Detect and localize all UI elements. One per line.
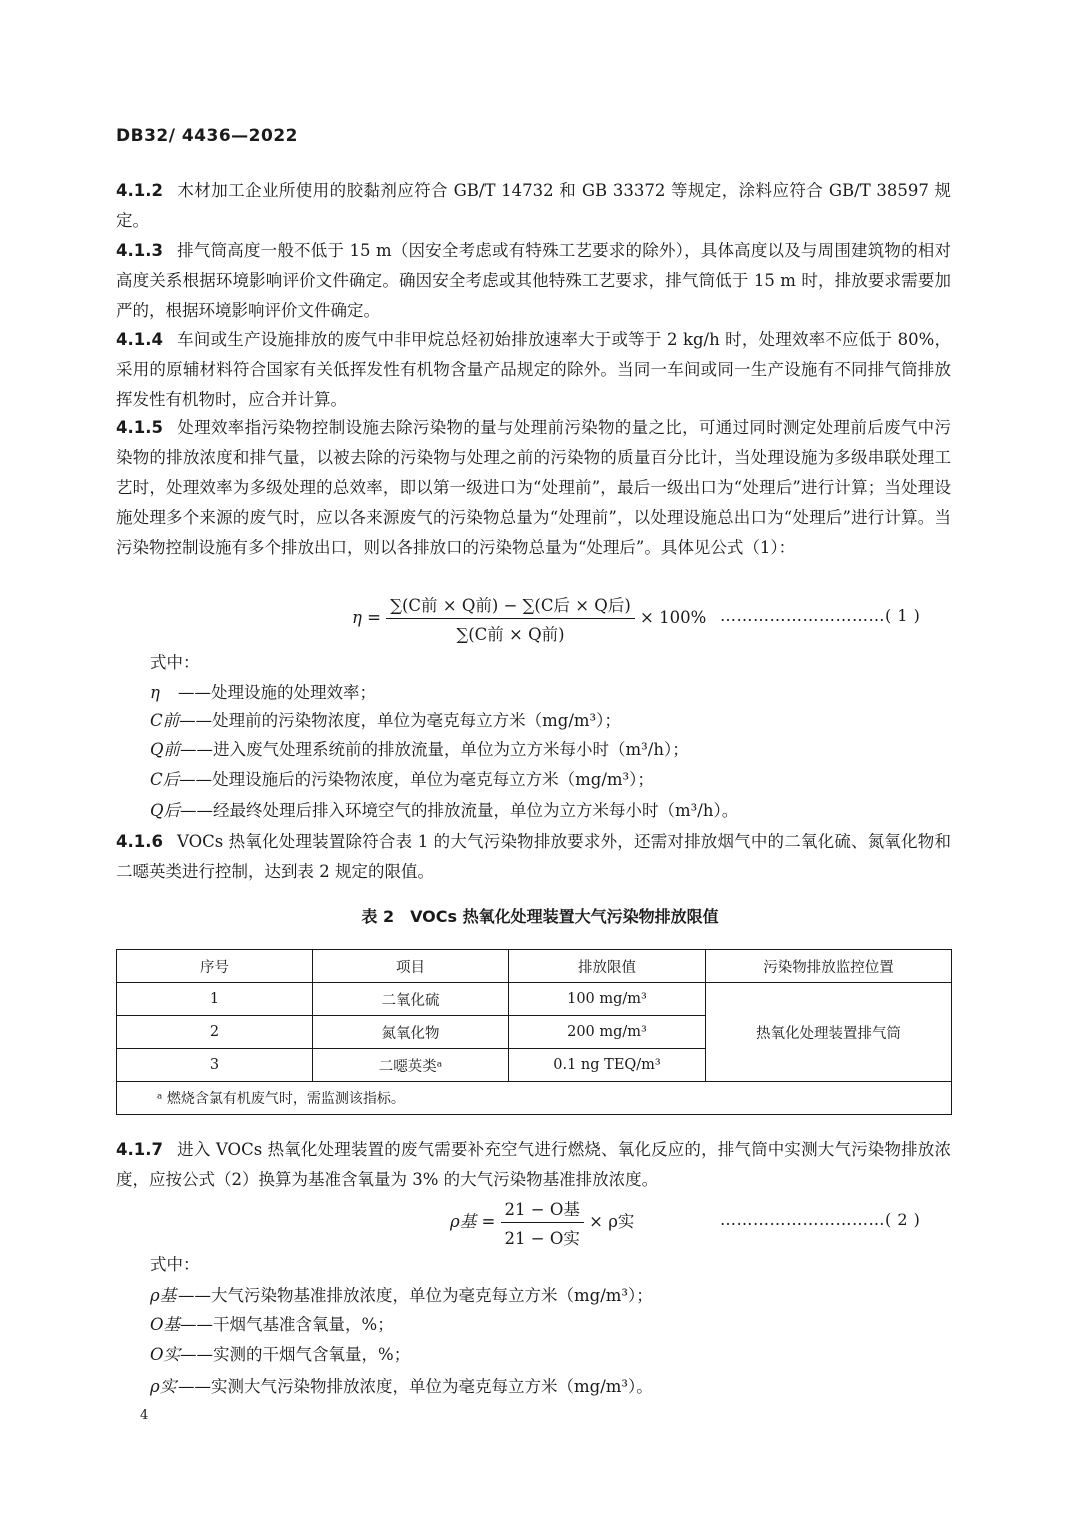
where-title-2: 式中： [150, 1255, 200, 1274]
column-header: 项目 [313, 950, 509, 983]
pollutant-item: 二噁英类ᵃ [313, 1049, 509, 1082]
clause-text: 进入 VOCs 热氧化处理装置的废气需要补充空气进行燃烧、氧化反应的，排气筒中实测大气污染物排放浓度，应按公式（2）换算为基准含氧量为 3% 的大气污染物基准排放浓度。 [116, 1140, 951, 1189]
clause-text: 处理效率指污染物控制设施去除污染物的量与处理前污染物的量之比，可通过同时测定处理前后废气中污染物的排放浓度和排气量，以被去除的污染物与处理之前的污染物的质量百分比计，当处理设施为多级串联处理工艺时，处理效率为多级处理的总效率，即以第一级进口为“处理前”，最后一级出口为“处理后”进行计算；当处理设施处理多个来源的废气时，应以各来源废气的污染物总量为“处理前”，以处理设施总出口为“处理后”进行计算。当污染物控制设施有多个排放出口，则以各排放口的污染物总量为“处理后”。具体见公式（1）： [116, 418, 951, 557]
formula-tail: × ρ实 [589, 1212, 635, 1231]
table-header-row [117, 950, 952, 983]
variable-definition: ρ基 ——大气污染物基准排放浓度，单位为毫克每立方米（mg/m³）； [150, 1286, 653, 1305]
variable-definition: O基——干烟气基准含氧量，%； [150, 1315, 394, 1334]
standard-number: DB32/ 4436—2022 [116, 126, 298, 146]
variable-definition: C后——处理设施后的污染物浓度，单位为毫克每立方米（mg/m³）； [150, 770, 654, 789]
clause-4-1-5 [116, 413, 951, 563]
row-number: 2 [117, 1016, 313, 1049]
formula-number: ( 2 ) [885, 1210, 921, 1229]
row-number: 1 [117, 983, 313, 1016]
clause-number: 4.1.2 [116, 181, 163, 200]
table-footnote-row [117, 1082, 952, 1115]
emission-limit: 200 mg/m³ [509, 1016, 706, 1049]
monitoring-location: 热氧化处理装置排气筒 [706, 983, 952, 1082]
formula-1-leader [720, 606, 920, 625]
formula-denominator: 21 − O实 [504, 1229, 580, 1248]
variable-definition: O实——实测的干烟气含氧量，%； [150, 1345, 411, 1364]
table-title: 表 2 VOCs 热氧化处理装置大气污染物排放限值 [361, 907, 719, 926]
formula-fraction [386, 592, 635, 645]
formula-2 [450, 1196, 634, 1249]
clause-number: 4.1.6 [116, 832, 163, 851]
clause-number: 4.1.3 [116, 241, 163, 260]
pollutant-item: 氮氧化物 [313, 1016, 509, 1049]
variable-definition: Q前——进入废气处理系统前的排放流量，单位为立方米每小时（m³/h）； [150, 740, 689, 759]
emission-limit: 100 mg/m³ [509, 983, 706, 1016]
pollutant-item: 二氧化硫 [313, 983, 509, 1016]
formula-lhs: ρ基 = [450, 1212, 496, 1231]
variable-definition: ρ实 ——实测大气污染物排放浓度，单位为毫克每立方米（mg/m³）。 [150, 1377, 653, 1396]
clause-4-1-7 [116, 1135, 951, 1195]
emission-limit: 0.1 ng TEQ/m³ [509, 1049, 706, 1082]
clause-text: VOCs 热氧化处理装置除符合表 1 的大气污染物排放要求外，还需对排放烟气中的二氧化硫、氮氧化物和二噁英类进行控制，达到表 2 规定的限值。 [116, 832, 951, 881]
clause-text: 排气筒高度一般不低于 15 m（因安全考虑或有特殊工艺要求的除外），具体高度以及与周围建筑物的相对高度关系根据环境影响评价文件确定。确因安全考虑或其他特殊工艺要求，排气筒低于 15 m 时，排放要求需要加严的，根据环境影响评价文件确定。 [116, 241, 951, 320]
formula-fraction [501, 1196, 584, 1249]
page-number: 4 [140, 1408, 149, 1423]
column-header: 污染物排放监控位置 [706, 950, 952, 983]
clause-number: 4.1.4 [116, 330, 163, 349]
clause-4-1-3 [116, 236, 951, 326]
clause-text: 木材加工企业所使用的胶黏剂应符合 GB/T 14732 和 GB 33372 等规定，涂料应符合 GB/T 38597 规定。 [116, 181, 951, 230]
formula-1 [352, 592, 706, 645]
where-title-1: 式中： [150, 653, 200, 672]
formula-2-leader [720, 1210, 920, 1229]
clause-4-1-2 [116, 176, 951, 236]
formula-numerator: ∑(C前 × Q前) − ∑(C后 × Q后) [386, 592, 635, 619]
formula-number: ( 1 ) [885, 606, 921, 625]
table-footnote: ᵃ 燃烧含氯有机废气时，需监测该指标。 [117, 1082, 952, 1115]
leader-dots: ………………………… [720, 606, 885, 625]
clause-number: 4.1.5 [116, 418, 163, 437]
formula-denominator: ∑(C前 × Q前) [456, 625, 565, 644]
column-header: 排放限值 [509, 950, 706, 983]
clause-4-1-6 [116, 827, 951, 887]
formula-numerator: 21 − O基 [501, 1196, 584, 1223]
leader-dots: ………………………… [720, 1210, 885, 1229]
emission-limits-table [116, 949, 952, 1115]
clause-4-1-4 [116, 325, 951, 415]
formula-lhs: η = [352, 608, 381, 627]
formula-tail: × 100% [640, 608, 707, 627]
clause-text: 车间或生产设施排放的废气中非甲烷总烃初始排放速率大于或等于 2 kg/h 时，处理效率不应低于 80%，采用的原辅材料符合国家有关低挥发性有机物含量产品规定的除外。当同一车间或同一生产设施有不同排气筒排放挥发性有机物时，应合并计算。 [116, 330, 951, 409]
variable-definition: η ——处理设施的处理效率； [150, 683, 376, 702]
variable-definition: Q后——经最终处理后排入环境空气的排放流量，单位为立方米每小时（m³/h）。 [150, 801, 739, 820]
table-row [117, 983, 952, 1016]
variable-definition: C前——处理前的污染物浓度，单位为毫克每立方米（mg/m³）； [150, 711, 621, 730]
column-header: 序号 [117, 950, 313, 983]
row-number: 3 [117, 1049, 313, 1082]
clause-number: 4.1.7 [116, 1140, 163, 1159]
